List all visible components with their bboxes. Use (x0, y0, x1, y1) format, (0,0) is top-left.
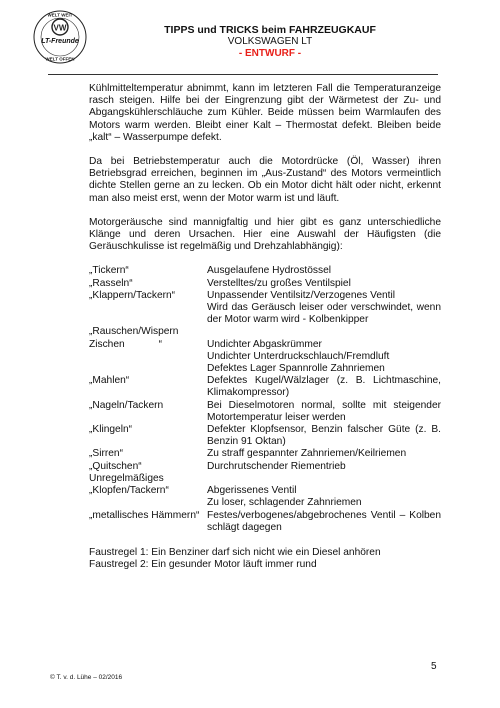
noise-name: „Rauschen/Wispern (89, 326, 179, 338)
noise-row (89, 339, 441, 351)
noise-cause: Bei Dieselmotoren normal, sollte mit steigender Motortemperatur leiser werden (207, 399, 441, 423)
page-number: 5 (431, 661, 437, 672)
noise-name: „Quitschen“ (89, 460, 142, 472)
noise-cause: Wird das Geräusch leiser oder verschwindet, wenn der Motor warm wird - Kolbenkipper (207, 302, 441, 326)
header-title: TIPPS und TRICKS beim FAHRZEUGKAUF (164, 24, 376, 36)
noise-cause: Defekter Klopfsensor, Benzin falscher Güte (z. B. Benzin 91 Oktan) (207, 424, 441, 448)
noise-name: „Rasseln“ (89, 277, 133, 289)
noise-cause: Zu straff gespannter Zahnriemen/Keilriemen (207, 448, 407, 460)
rules-of-thumb (89, 547, 441, 571)
noise-name: „Klappern/Tackern“ (89, 289, 176, 301)
rule-of-thumb: Faustregel 2: Ein gesunder Motor läuft immer rund (89, 559, 317, 571)
svg-text:WELT WEIT: WELT WEIT (47, 12, 73, 18)
noise-name (89, 363, 207, 375)
noise-cause (207, 326, 441, 338)
noise-name: „metallisches Hämmern“ (89, 509, 200, 521)
footer-copyright: © T. v. d. Lühe – 02/2016 (50, 674, 123, 681)
noise-name: Zischen “ (89, 338, 163, 350)
noise-row (89, 363, 441, 375)
page-header (120, 24, 420, 60)
noise-row (89, 302, 441, 326)
svg-text:LT-Freunde: LT-Freunde (41, 38, 79, 45)
noise-row (89, 351, 441, 363)
noise-row (89, 473, 441, 485)
noise-row (89, 497, 441, 509)
svg-text:WELT OFFEN: WELT OFFEN (45, 56, 75, 62)
paragraph: Kühlmitteltemperatur abnimmt, kann im letzteren Fall die Temperaturanzeige rasch steigen. Hilfe bei der Eingrenzung gibt der Wärmetest der Zu- und Abgangskühlerschläuche zum Kühler. Beide müssen beim Warmlaufen des Motors warm werden. Bleibt einer Kalt – Thermostat defekt. Bleiben beide „kalt“ – Wasserpumpe defekt. (89, 83, 441, 143)
noise-cause: Defektes Kugel/Wälzlager (z. B. Lichtmaschine, Klimakompressor) (207, 375, 441, 399)
noise-cause: Durchrutschender Riementrieb (207, 460, 346, 472)
noise-row (89, 461, 441, 473)
noise-row (89, 448, 441, 460)
noise-name: „Tickern“ (89, 265, 129, 277)
page-content (89, 83, 441, 571)
paragraph: Da bei Betriebstemperatur auch die Motordrücke (Öl, Wasser) ihren Betriebsgrad erreichen, beginnen im „Aus-Zustand“ des Motors vermeintlich dichte Stellen gerne an zu lecken. Ob ein Motor dicht hält oder nicht, erkennt man also meist erst, wenn der Motor warm ist und läuft. (89, 156, 441, 204)
noise-cause: Festes/verbogenes/abgebrochenes Ventil – Kolben schlägt dagegen (207, 509, 441, 533)
noise-row (89, 290, 441, 302)
noise-row (89, 326, 441, 338)
noise-name (89, 497, 207, 509)
noise-name: „Klopfen/Tackern“ (89, 485, 169, 497)
noise-cause: Unpassender Ventilsitz/Verzogenes Ventil (207, 289, 396, 301)
noise-cause (207, 473, 441, 485)
noise-name: „Klingeln“ (89, 424, 133, 436)
noise-list (89, 265, 441, 533)
noise-row (89, 265, 441, 277)
lt-freunde-logo (33, 10, 87, 64)
svg-text:VW: VW (53, 23, 67, 33)
noise-row (89, 375, 441, 399)
rule-of-thumb: Faustregel 1: Ein Benziner darf sich nicht wie ein Diesel anhören (89, 546, 381, 558)
noise-cause: Zu loser, schlagender Zahnriemen (207, 497, 362, 509)
paragraph: Motorgeräusche sind mannigfaltig und hier gibt es ganz unterschiedliche Klänge und deren Ursachen. Hier eine Auswahl der Häufigsten (die Geräuschkulisse ist regelmäßig und Drehzahlabhängig): (89, 216, 441, 253)
noise-row (89, 400, 441, 424)
noise-cause: Defektes Lager Spannrolle Zahnriemen (207, 363, 385, 375)
noise-cause: Abgerissenes Ventil (207, 485, 297, 497)
noise-row (89, 510, 441, 534)
header-draft-label: - ENTWURF - (238, 48, 302, 59)
noise-row (89, 485, 441, 497)
noise-name: Unregelmäßiges (89, 472, 164, 484)
noise-name: „Sirren“ (89, 448, 123, 460)
noise-name (89, 302, 207, 326)
noise-cause: Undichter Unterdruckschlauch/Fremdluft (207, 350, 390, 362)
noise-row (89, 278, 441, 290)
noise-name: „Mahlen“ (89, 375, 130, 387)
header-divider (48, 74, 438, 75)
noise-name: „Nageln/Tackern (89, 399, 164, 411)
noise-cause: Verstelltes/zu großes Ventilspiel (207, 277, 351, 289)
noise-cause: Undichter Abgaskrümmer (207, 338, 322, 350)
noise-row (89, 424, 441, 448)
header-subtitle: VOLKSWAGEN LT (227, 36, 313, 47)
noise-cause: Ausgelaufene Hydrostössel (207, 265, 332, 277)
noise-name (89, 351, 207, 363)
